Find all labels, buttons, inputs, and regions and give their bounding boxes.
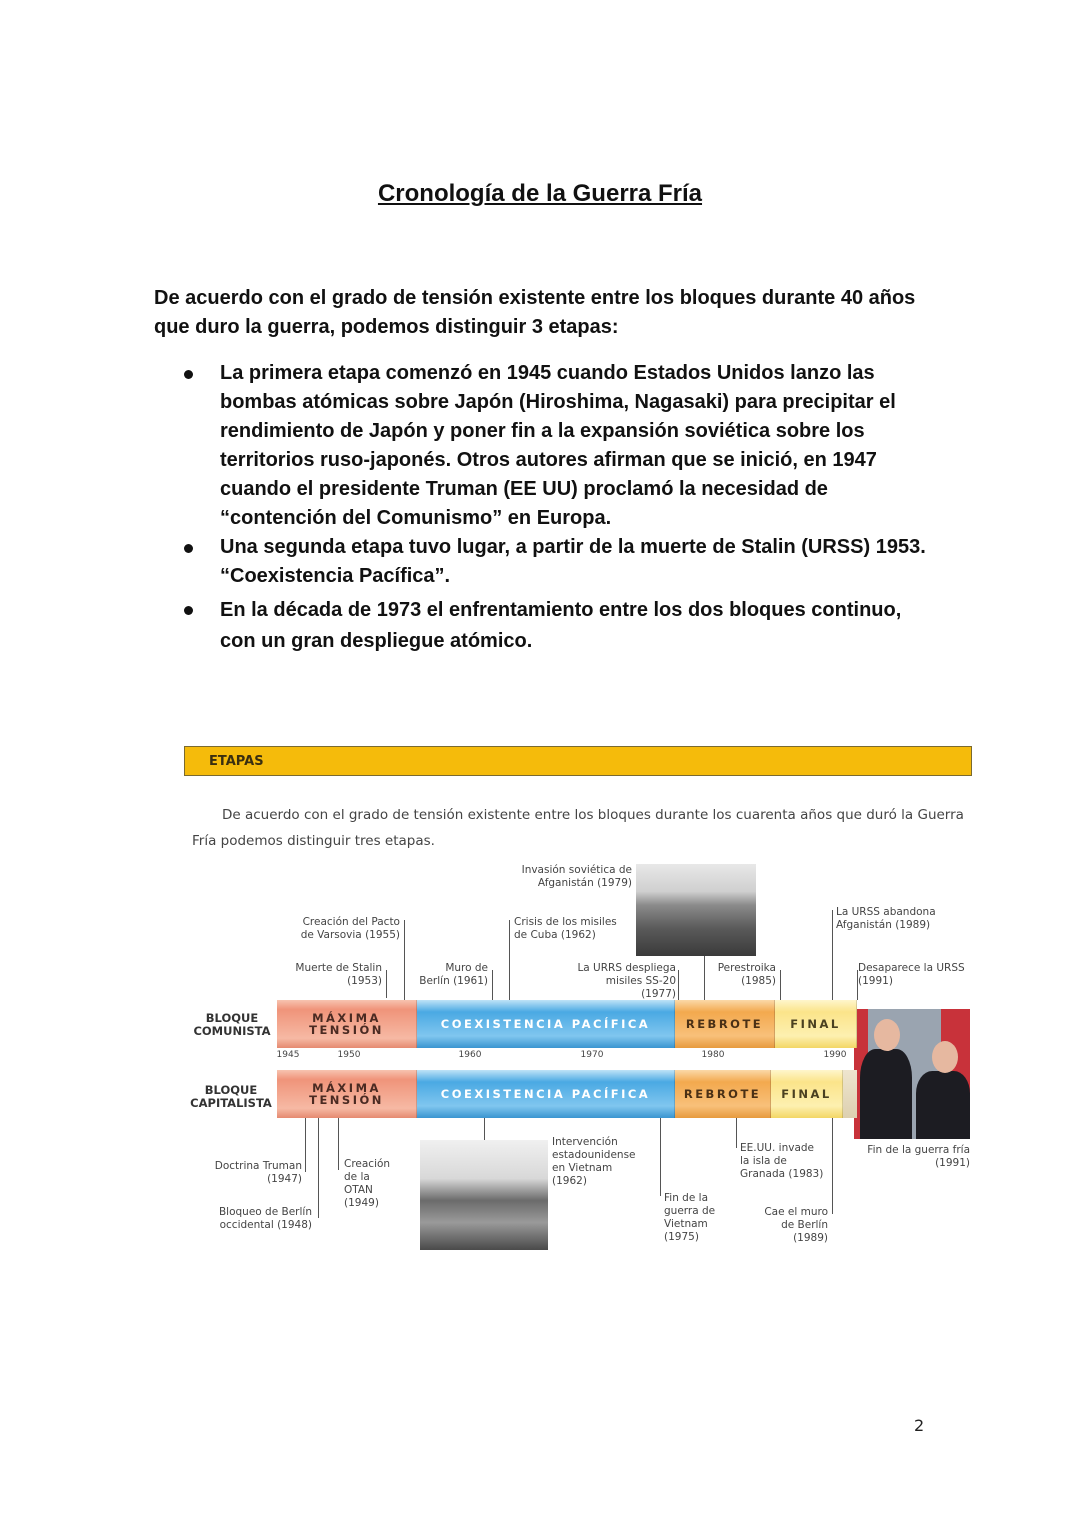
- capitalist-track: [277, 1070, 857, 1118]
- list-item: En la década de 1973 el enfrentamiento entre los dos bloques continuo, con un gran despliegue atómico.: [182, 595, 942, 657]
- event-tick: [857, 970, 858, 1000]
- etapas-header: ETAPAS: [184, 746, 972, 776]
- event-tick: [509, 920, 510, 1004]
- event-tick: [736, 1118, 737, 1148]
- event-desaparece-urss: Desaparece la URSS (1991): [858, 962, 965, 987]
- year-axis: [277, 1047, 857, 1065]
- event-tick: [305, 1118, 306, 1172]
- event-granada: EE.UU. invade la isla de Granada (1983): [740, 1142, 824, 1180]
- event-fin-guerra-fria: Fin de la guerra fría (1991): [867, 1144, 970, 1169]
- label-bloque-capitalista: BLOQUE CAPITALISTA: [190, 1083, 272, 1110]
- event-tick: [832, 910, 833, 1002]
- event-ss20: La URRS despliega misiles SS-20 (1977): [577, 962, 676, 1000]
- event-tick: [678, 970, 679, 1002]
- event-vietnam: Intervención estadounidense en Vietnam (1962): [552, 1136, 636, 1187]
- event-creacion-otan: Creación de la OTAN (1949): [344, 1158, 391, 1209]
- event-crisis-cuba: Crisis de los misiles de Cuba (1962): [514, 916, 617, 941]
- stage-maxima-tension: MÁXIMA TENSIÓN: [277, 1070, 417, 1118]
- end-cold-war-leaders-photo: [854, 1009, 970, 1139]
- leader-figure: [916, 1071, 970, 1139]
- stage-final: FINAL: [771, 1070, 843, 1118]
- event-pacto-varsovia: Creación del Pacto de Varsovia (1955): [300, 916, 400, 941]
- cold-war-timeline-figure: [182, 744, 977, 1256]
- bullet-icon: [184, 370, 193, 379]
- vietnam-intervention-photo: [420, 1140, 548, 1250]
- event-afganistan-invasion: Invasión soviética de Afganistán (1979): [521, 864, 632, 889]
- list-item: La primera etapa comenzó en 1945 cuando Estados Unidos lanzo las bombas atómicas sobre Japón (Hiroshima, Nagasaki) para precipitar el rendimiento de Japón y poner fin a la expansión soviética sobre los territorios ruso-japonés. Otros autores afirman que se inició, en 1947 cuando el presidente Truman (EE UU) proclamó la necesidad de “contención del Comunismo” en Europa.: [182, 359, 942, 533]
- event-bloqueo-berlin: Bloqueo de Berlín occidental (1948): [218, 1206, 312, 1231]
- event-muerte-stalin: Muerte de Stalin (1953): [295, 962, 382, 987]
- bullet-icon: [184, 544, 193, 553]
- list-item: Una segunda etapa tuvo lugar, a partir de la muerte de Stalin (URSS) 1953. “Coexistencia Pacífica”.: [182, 533, 942, 591]
- figure-intro: De acuerdo con el grado de tensión existente entre los bloques durante los cuarenta años que duró la Guerra Fría podemos distinguir tres etapas.: [192, 807, 964, 849]
- axis-tick-label: 1990: [823, 1050, 847, 1060]
- event-tick: [780, 970, 781, 1002]
- axis-tick-label: 1960: [458, 1050, 482, 1060]
- event-perestroika: Perestroika (1985): [717, 962, 776, 987]
- event-tick: [704, 956, 705, 1004]
- afghanistan-invasion-photo: [636, 864, 756, 956]
- leader-head: [874, 1019, 900, 1051]
- axis-tick-label: 1950: [337, 1050, 361, 1060]
- page-number: 2: [914, 1416, 925, 1435]
- stage-final: FINAL: [775, 1000, 857, 1048]
- event-urss-abandona: La URSS abandona Afganistán (1989): [836, 906, 936, 931]
- intro-paragraph: De acuerdo con el grado de tensión existente entre los bloques durante 40 años que duro la guerra, podemos distinguir 3 etapas:: [154, 287, 916, 338]
- stage-rebrote: REBROTE: [675, 1070, 771, 1118]
- stage-rebrote: REBROTE: [675, 1000, 775, 1048]
- page-title: Cronología de la Guerra Fría: [377, 180, 703, 207]
- event-tick: [832, 1118, 833, 1214]
- stage-maxima-tension: MÁXIMA TENSIÓN: [277, 1000, 417, 1048]
- label-bloque-comunista: BLOQUE COMUNISTA: [193, 1011, 271, 1038]
- event-tick: [386, 970, 387, 998]
- stage-coexistencia: COEXISTENCIA PACÍFICA: [417, 1000, 675, 1048]
- event-tick: [484, 1118, 485, 1140]
- bullet-icon: [184, 606, 193, 615]
- stages-list: [182, 359, 942, 657]
- event-fin-vietnam: Fin de la guerra de Vietnam (1975): [664, 1192, 716, 1243]
- leader-head: [932, 1041, 958, 1073]
- event-tick: [404, 920, 405, 1004]
- event-tick: [492, 970, 493, 1004]
- axis-tick-label: 1970: [580, 1050, 604, 1060]
- event-tick: [338, 1118, 339, 1170]
- axis-tick-label: 1980: [701, 1050, 725, 1060]
- event-cae-muro: Cae el muro de Berlín (1989): [764, 1206, 828, 1244]
- event-tick: [660, 1118, 661, 1196]
- axis-tick-label: 1945: [276, 1050, 300, 1060]
- event-tick: [318, 1118, 319, 1218]
- communist-track: [277, 1000, 857, 1048]
- event-doctrina-truman: Doctrina Truman (1947): [214, 1160, 302, 1185]
- leader-figure: [860, 1049, 912, 1139]
- track-end: [843, 1070, 857, 1118]
- event-muro-berlin: Muro de Berlín (1961): [419, 962, 488, 987]
- stage-coexistencia: COEXISTENCIA PACÍFICA: [417, 1070, 675, 1118]
